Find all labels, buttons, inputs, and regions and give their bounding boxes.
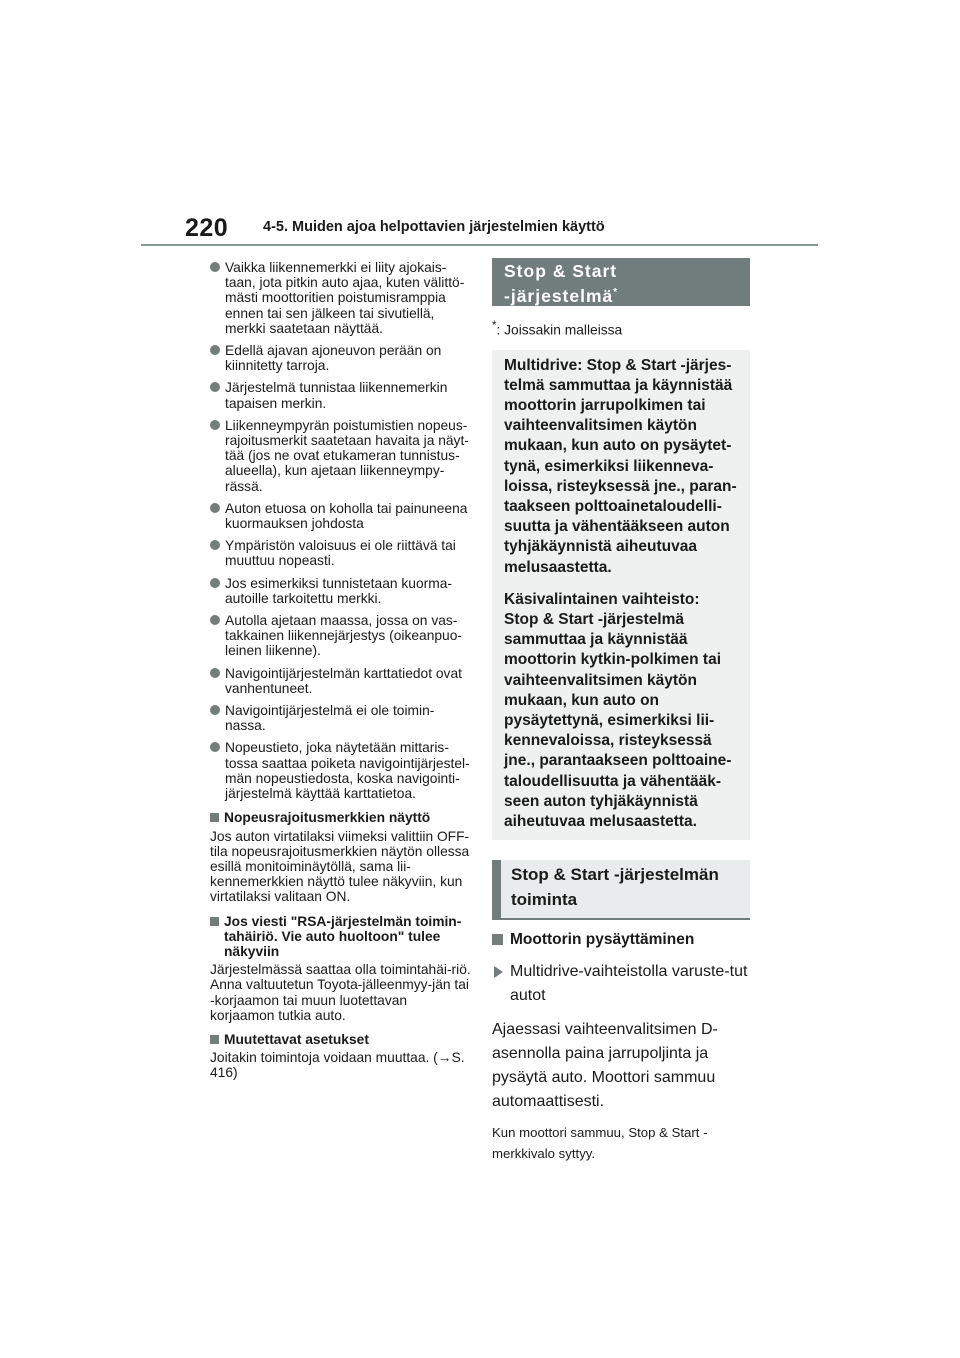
right-column <box>492 258 750 1164</box>
section-heading: Stop & Start -järjestelmän toiminta <box>492 860 750 918</box>
chapter-heading-line1: Stop & Start <box>504 261 618 281</box>
list-item: Autolla ajetaan maassa, jossa on vas-takkainen liikennejärjestys (oikeanpuo-leinen liikenne). <box>210 613 472 659</box>
sub-heading: Moottorin pysäyttäminen <box>492 930 750 950</box>
bullet-icon <box>210 262 220 272</box>
subsection-heading: Jos viesti "RSA-järjestelmän toimin-tahäiriö. Vie auto huoltoon" tulee näkyviin <box>210 914 472 960</box>
square-bullet-icon <box>210 917 219 926</box>
square-bullet-icon <box>210 1035 219 1044</box>
page-number: 220 <box>185 214 229 242</box>
footnote-mark: * <box>613 287 619 298</box>
subsection-heading: Nopeusrajoitusmerkkien näyttö <box>210 810 472 825</box>
list-item: Edellä ajavan ajoneuvon perään on kiinnitetty tarroja. <box>210 343 472 373</box>
list-item: Järjestelmä tunnistaa liikennemerkin tapaisen merkin. <box>210 380 472 410</box>
list-item: Navigointijärjestelmän karttatiedot ovat vanhentuneet. <box>210 666 472 696</box>
header-divider <box>141 244 818 246</box>
summary-box <box>492 350 750 841</box>
bullet-icon <box>210 345 220 355</box>
subsection-body: Joitakin toimintoja voidaan muuttaa. (→S. 416) <box>210 1050 465 1081</box>
bullet-icon <box>210 420 220 430</box>
bullet-icon <box>210 540 220 550</box>
summary-paragraph: Multidrive: Stop & Start -järjes-telmä sammuttaa ja käynnistää moottorin jarrupolkimen tai vaihteenvalitsimen käytön mukaan, kun auto on pysäytet-tynä, esimerkiksi liikenneva-loissa, risteyksessä jne., paran-taakseen polttoainetaloudelli-suutta ja vähentääkseen auton tyhjäkäynnistä aiheutuvaa melusaastetta. <box>504 356 737 576</box>
section-heading-rule <box>492 918 750 920</box>
list-item: Jos esimerkiksi tunnistetaan kuorma-autoille tarkoitettu merkki. <box>210 576 472 606</box>
list-item: Nopeustieto, joka näytetään mittaris-tossa saattaa poiketa navigointijärjestel-män nopeustiedosta, koska navigointi-järjestelmä käyttää karttatietoa. <box>210 740 472 801</box>
bullet-icon <box>210 742 220 752</box>
list-item: Vaikka liikennemerkki ei liity ajokais-taan, jota pitkin auto ajaa, kuten välittö-mästi moottoritien poistumisramppia ennen tai sen jälkeen tai sivutiellä, merkki saatetaan näyttää. <box>210 260 472 336</box>
subsection-body: Järjestelmässä saattaa olla toimintahäi-riö. Anna valtuutetun Toyota-jälleenmyy-jän tai -korjaamon tai muun luotettavan korjaamon tutkia auto. <box>210 962 471 1023</box>
square-bullet-icon <box>210 813 219 822</box>
list-item: Auton etuosa on koholla tai painuneena kuormauksen johdosta <box>210 501 472 531</box>
chapter-heading-line2: -järjestelmä* <box>504 285 619 306</box>
summary-paragraph: Käsivalintainen vaihteisto: Stop & Start -järjestelmä sammuttaa ja käynnistää moottorin kytkin-polkimen tai vaihteenvalitsimen käytön mukaan, kun auto on pysäytettynä, esimerkiksi lii-kennevaloissa, risteyksessä jne., parantaakseen polttoaine-taloudellisuutta ja vähentääk-seen auton tyhjäkäynnistä aiheutuvaa melusaastetta. <box>504 590 732 831</box>
list-item: Ympäristön valoisuus ei ole riittävä tai muuttuu nopeasti. <box>210 538 472 568</box>
subsection-heading: Muutettavat asetukset <box>210 1032 472 1047</box>
chapter-heading <box>492 258 750 306</box>
bullet-icon <box>210 705 220 715</box>
bullet-icon <box>210 382 220 392</box>
note-text: Kun moottori sammuu, Stop & Start -merkkivalo syttyy. <box>492 1125 708 1162</box>
list-item: Navigointijärjestelmä ei ole toimin-nassa. <box>210 703 472 733</box>
condition-list <box>210 260 472 801</box>
list-item: Liikenneympyrän poistumistien nopeus-rajoitusmerkit saatetaan havaita ja näyt-tää (jos ne ovat etukameran tunnistus-alueella), kun ajetaan liikenneympy-rässä. <box>210 418 472 494</box>
page-header <box>0 0 960 250</box>
arrow-right-icon <box>494 966 503 978</box>
subsection-rsa-malfunction <box>210 914 472 1023</box>
footnote: *: Joissakin malleissa <box>492 320 623 338</box>
section-title: 4-5. Muiden ajoa helpottavien järjestelmien käyttö <box>263 219 605 235</box>
bullet-icon <box>210 668 220 678</box>
subsection-settings <box>210 1032 472 1081</box>
square-bullet-icon <box>492 934 503 945</box>
bullet-icon <box>210 578 220 588</box>
bullet-icon <box>210 615 220 625</box>
arrow-item: Multidrive-vaihteistolla varuste-tut autot <box>492 960 750 1008</box>
subsection-speed-sign-display <box>210 810 472 904</box>
instruction-text: Ajaessasi vaihteenvalitsimen D-asennolla paina jarrupoljinta ja pysäytä auto. Moottori sammuu automaattisesti. <box>492 1021 718 1111</box>
subsection-body: Jos auton virtatilaksi viimeksi valittiin OFF-tila nopeusrajoitusmerkkien näytön ollessa esillä monitoiminäytöllä, sama lii-kennemerkkien näyttö tulee näkyviin, kun virtatilaksi valitaan ON. <box>210 828 470 905</box>
left-column <box>210 260 472 1081</box>
bullet-icon <box>210 503 220 513</box>
